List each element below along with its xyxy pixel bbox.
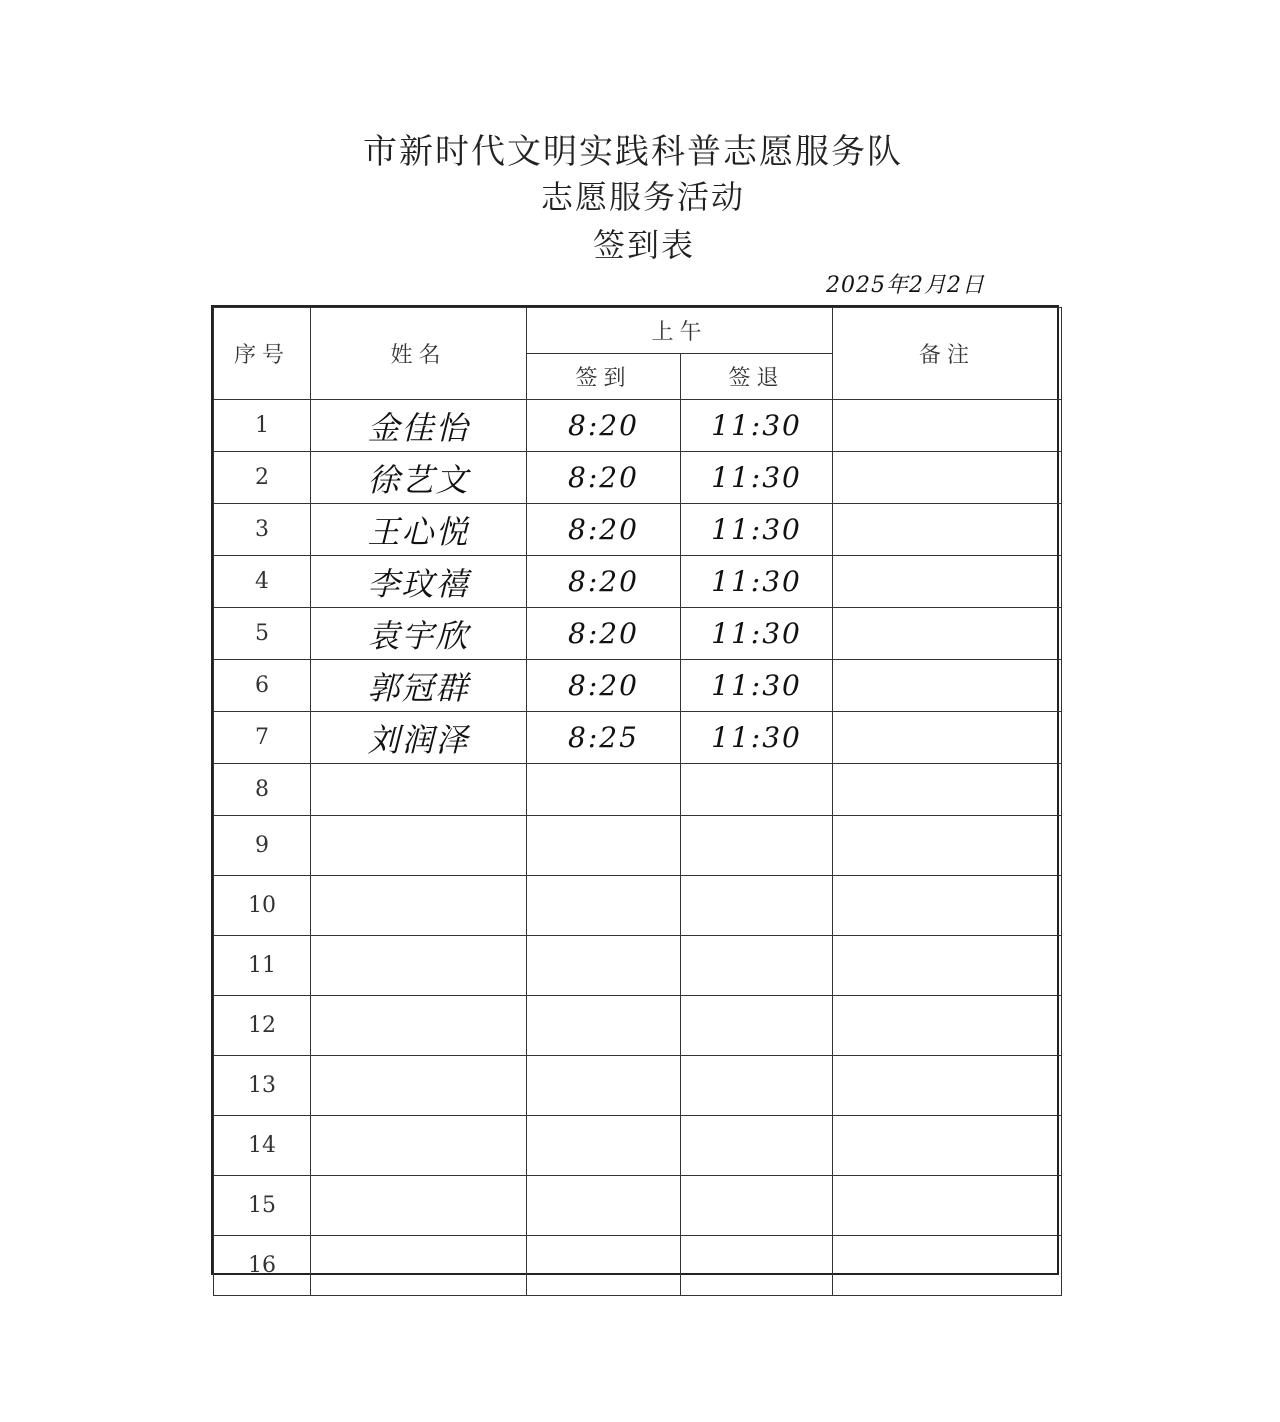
row-signout-time: 11:30	[681, 400, 833, 452]
row-signin-time: 8:25	[527, 712, 681, 764]
row-remark	[833, 400, 1062, 452]
table-row	[214, 452, 1062, 504]
row-name: 刘润泽	[311, 712, 527, 764]
row-signout-time	[681, 764, 833, 816]
row-signin-time	[527, 1236, 681, 1296]
table-row	[214, 660, 1062, 712]
row-remark	[833, 816, 1062, 876]
row-serial: 14	[214, 1116, 311, 1176]
sheet-date: 2025年2月2日	[826, 273, 985, 298]
row-signout-time: 11:30	[681, 712, 833, 764]
row-signin-time	[527, 996, 681, 1056]
row-signin-time: 8:20	[527, 504, 681, 556]
row-signin-time: 8:20	[527, 608, 681, 660]
row-signin-time	[527, 876, 681, 936]
header-signout: 签退	[681, 354, 833, 400]
row-signout-time: 11:30	[681, 608, 833, 660]
row-name	[311, 996, 527, 1056]
row-remark	[833, 504, 1062, 556]
row-name: 袁宇欣	[311, 608, 527, 660]
row-serial: 1	[214, 400, 311, 452]
row-name	[311, 1176, 527, 1236]
row-signout-time	[681, 1236, 833, 1296]
row-serial: 9	[214, 816, 311, 876]
row-remark	[833, 996, 1062, 1056]
header-morning: 上午	[527, 308, 833, 354]
row-signin-time	[527, 1116, 681, 1176]
row-signin-time	[527, 1056, 681, 1116]
table-row	[214, 996, 1062, 1056]
table-row	[214, 876, 1062, 936]
row-remark	[833, 1236, 1062, 1296]
row-signin-time: 8:20	[527, 556, 681, 608]
row-name	[311, 1056, 527, 1116]
row-signout-time	[681, 1116, 833, 1176]
header-serial: 序号	[214, 308, 311, 400]
signin-sheet	[211, 305, 1059, 1278]
header-remark: 备注	[833, 308, 1062, 400]
table-body	[214, 400, 1062, 1296]
table-row	[214, 556, 1062, 608]
table-row	[214, 764, 1062, 816]
table-row	[214, 608, 1062, 660]
row-name: 郭冠群	[311, 660, 527, 712]
header-signin: 签到	[527, 354, 681, 400]
row-signin-time: 8:20	[527, 400, 681, 452]
table-row	[214, 400, 1062, 452]
row-signout-time	[681, 936, 833, 996]
row-serial: 7	[214, 712, 311, 764]
row-remark	[833, 556, 1062, 608]
signin-table	[213, 307, 1062, 1296]
row-signin-time	[527, 764, 681, 816]
table-row	[214, 1116, 1062, 1176]
table-row	[214, 504, 1062, 556]
row-name: 李玟禧	[311, 556, 527, 608]
table-row	[214, 1056, 1062, 1116]
row-signout-time	[681, 996, 833, 1056]
row-remark	[833, 1116, 1062, 1176]
row-serial: 16	[214, 1236, 311, 1296]
row-serial: 4	[214, 556, 311, 608]
row-signout-time: 11:30	[681, 660, 833, 712]
row-signout-time	[681, 876, 833, 936]
row-remark	[833, 660, 1062, 712]
row-serial: 3	[214, 504, 311, 556]
title-line-1: 市新时代文明实践科普志愿服务队	[363, 132, 903, 172]
row-name	[311, 764, 527, 816]
row-signin-time: 8:20	[527, 660, 681, 712]
row-remark	[833, 712, 1062, 764]
row-remark	[833, 764, 1062, 816]
title-line-3: 签到表	[592, 226, 695, 264]
table-row	[214, 816, 1062, 876]
row-serial: 5	[214, 608, 311, 660]
row-remark	[833, 1056, 1062, 1116]
row-signout-time	[681, 1056, 833, 1116]
row-name: 徐艺文	[311, 452, 527, 504]
title-line-2: 志愿服务活动	[540, 178, 745, 216]
row-serial: 2	[214, 452, 311, 504]
row-remark	[833, 452, 1062, 504]
row-serial: 6	[214, 660, 311, 712]
row-signin-time	[527, 936, 681, 996]
table-row	[214, 712, 1062, 764]
row-name	[311, 1116, 527, 1176]
row-serial: 8	[214, 764, 311, 816]
row-remark	[833, 1176, 1062, 1236]
row-serial: 11	[214, 936, 311, 996]
row-signin-time	[527, 1176, 681, 1236]
row-signin-time: 8:20	[527, 452, 681, 504]
row-name	[311, 936, 527, 996]
row-name: 金佳怡	[311, 400, 527, 452]
row-signout-time	[681, 1176, 833, 1236]
table-row	[214, 1176, 1062, 1236]
row-name	[311, 876, 527, 936]
row-serial: 13	[214, 1056, 311, 1116]
row-serial: 10	[214, 876, 311, 936]
row-name	[311, 1236, 527, 1296]
row-signout-time: 11:30	[681, 556, 833, 608]
row-name: 王心悦	[311, 504, 527, 556]
row-remark	[833, 608, 1062, 660]
row-signout-time: 11:30	[681, 504, 833, 556]
table-row	[214, 1236, 1062, 1296]
header-name: 姓名	[311, 308, 527, 400]
row-signout-time: 11:30	[681, 452, 833, 504]
row-remark	[833, 876, 1062, 936]
row-signin-time	[527, 816, 681, 876]
row-serial: 15	[214, 1176, 311, 1236]
row-signout-time	[681, 816, 833, 876]
row-serial: 12	[214, 996, 311, 1056]
row-remark	[833, 936, 1062, 996]
row-name	[311, 816, 527, 876]
table-row	[214, 936, 1062, 996]
